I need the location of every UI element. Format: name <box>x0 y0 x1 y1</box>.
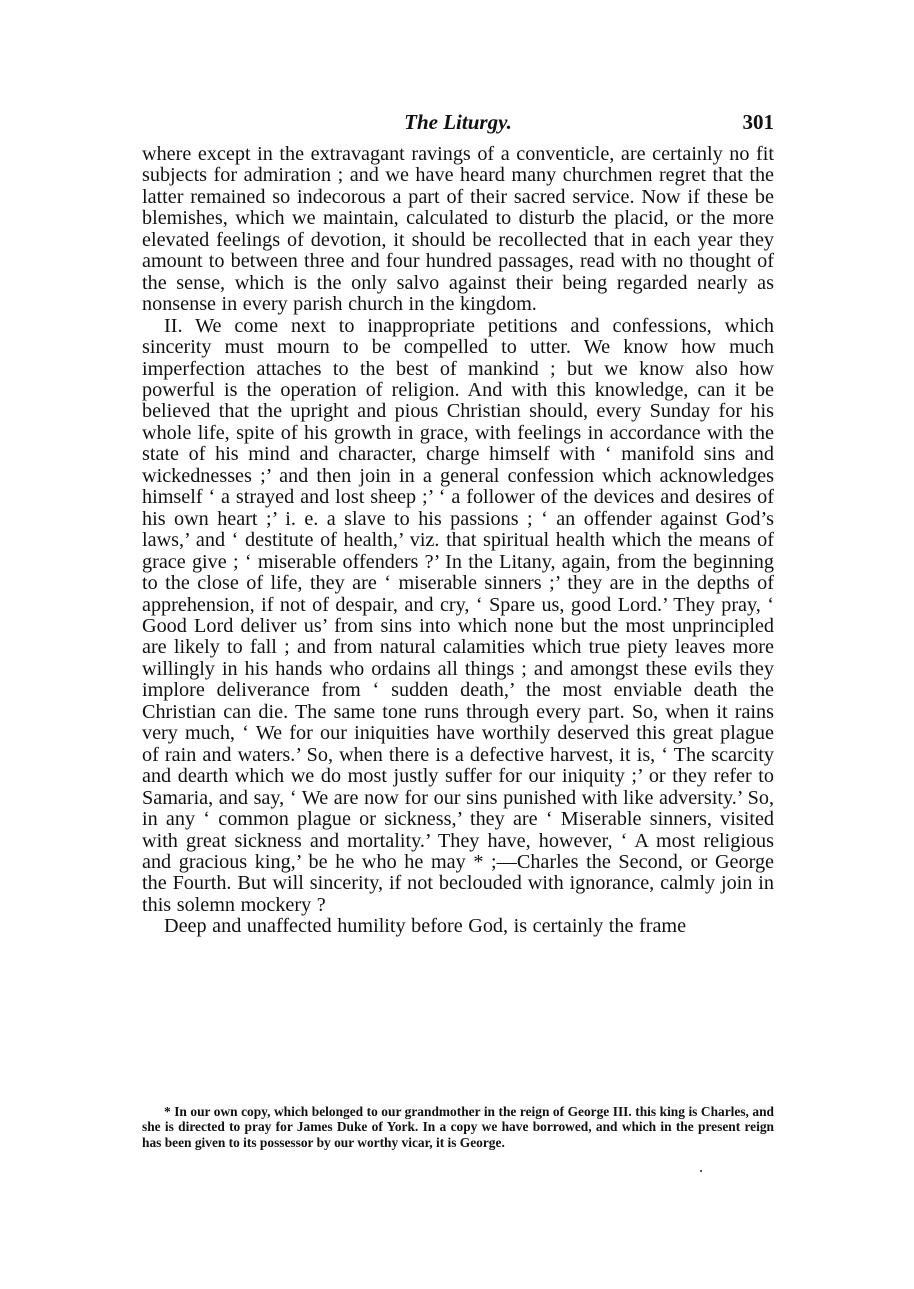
page-header <box>142 110 774 144</box>
paragraph-inappropriate-petitions: II. We come next to inappropriate petitions and confessions, which sincerity must mourn to be compelled to utter. We know how much imperfection attaches to the best of mankind ; but we know also how powerful is the operation of religion. And with this knowledge, can it be believed that the upright and pious Christian should, every Sunday for his whole life, spite of his growth in grace, with feelings in accordance with the state of his mind and character, charge himself with ‘ manifold sins and wickednesses ;’ and then join in a general confession which acknowledges himself ‘ a strayed and lost sheep ;’ ‘ a follower of the devices and desires of his own heart ;’ i. e. a slave to his passions ; ‘ an offender against God’s laws,’ and ‘ destitute of health,’ viz. that spiritual health which the means of grace give ; ‘ miserable offenders ?’ In the Litany, again, from the beginning to the close of life, they are ‘ miserable sinners ;’ they are in the depths of apprehension, if not of despair, and cry, ‘ Spare us, good Lord.’ They pray, ‘ Good Lord deliver us’ from sins into which none but the most unprincipled are likely to fall ; and from natural calamities which true piety leaves more willingly in his hands who ordains all things ; and amongst these evils they implore deliverance from ‘ sudden death,’ the most enviable death the Christian can die. The same tone runs through every part. So, when it rains very much, ‘ We for our iniquities have worthily deserved this great plague of rain and waters.’ So, when there is a defective harvest, it is, ‘ The scarcity and dearth which we do most justly suffer for our iniquity ;’ or they refer to Samaria, and say, ‘ We are now for our sins punished with like adversity.’ So, in any ‘ common plague or sickness,’ they are ‘ Miserable sinners, visited with great sickness and mortality.’ They have, however, ‘ A most religious and gracious king,’ be he who he may * ;—Charles the Second, or George the Fourth. But will sincerity, if not beclouded with ignorance, calmly join in this solemn mockery ? <box>142 314 774 916</box>
print-speck <box>700 1170 702 1172</box>
page-number: 301 <box>742 110 774 134</box>
footnote-area <box>142 1104 774 1150</box>
paragraph-continuation: where except in the extravagant ravings of a conventicle, are certainly no fit subjects for admiration ; and we have heard many churchmen regret that the latter remained so indecorous a part of their sacred service. Now if these be blemishes, which we maintain, calculated to disturb the placid, or the more elevated feelings of devotion, it should be recollected that in each year they amount to between three and four hundred passages, read with no thought of the sense, which is the only salvo against their being regarded nearly as nonsense in every parish church in the kingdom. <box>142 143 774 316</box>
body-text <box>142 144 774 938</box>
running-title: The Liturgy. <box>404 110 512 134</box>
footnote: * In our own copy, which belonged to our grandmother in the reign of George III. this king is Charles, and she is directed to pray for James Duke of York. In a copy we have borrowed, and which in the present reign has been given to its possessor by our worthy vicar, it is George. <box>142 1104 774 1150</box>
paragraph-humility: Deep and unaffected humility before God, is certainly the frame <box>164 915 687 938</box>
page <box>142 110 774 938</box>
